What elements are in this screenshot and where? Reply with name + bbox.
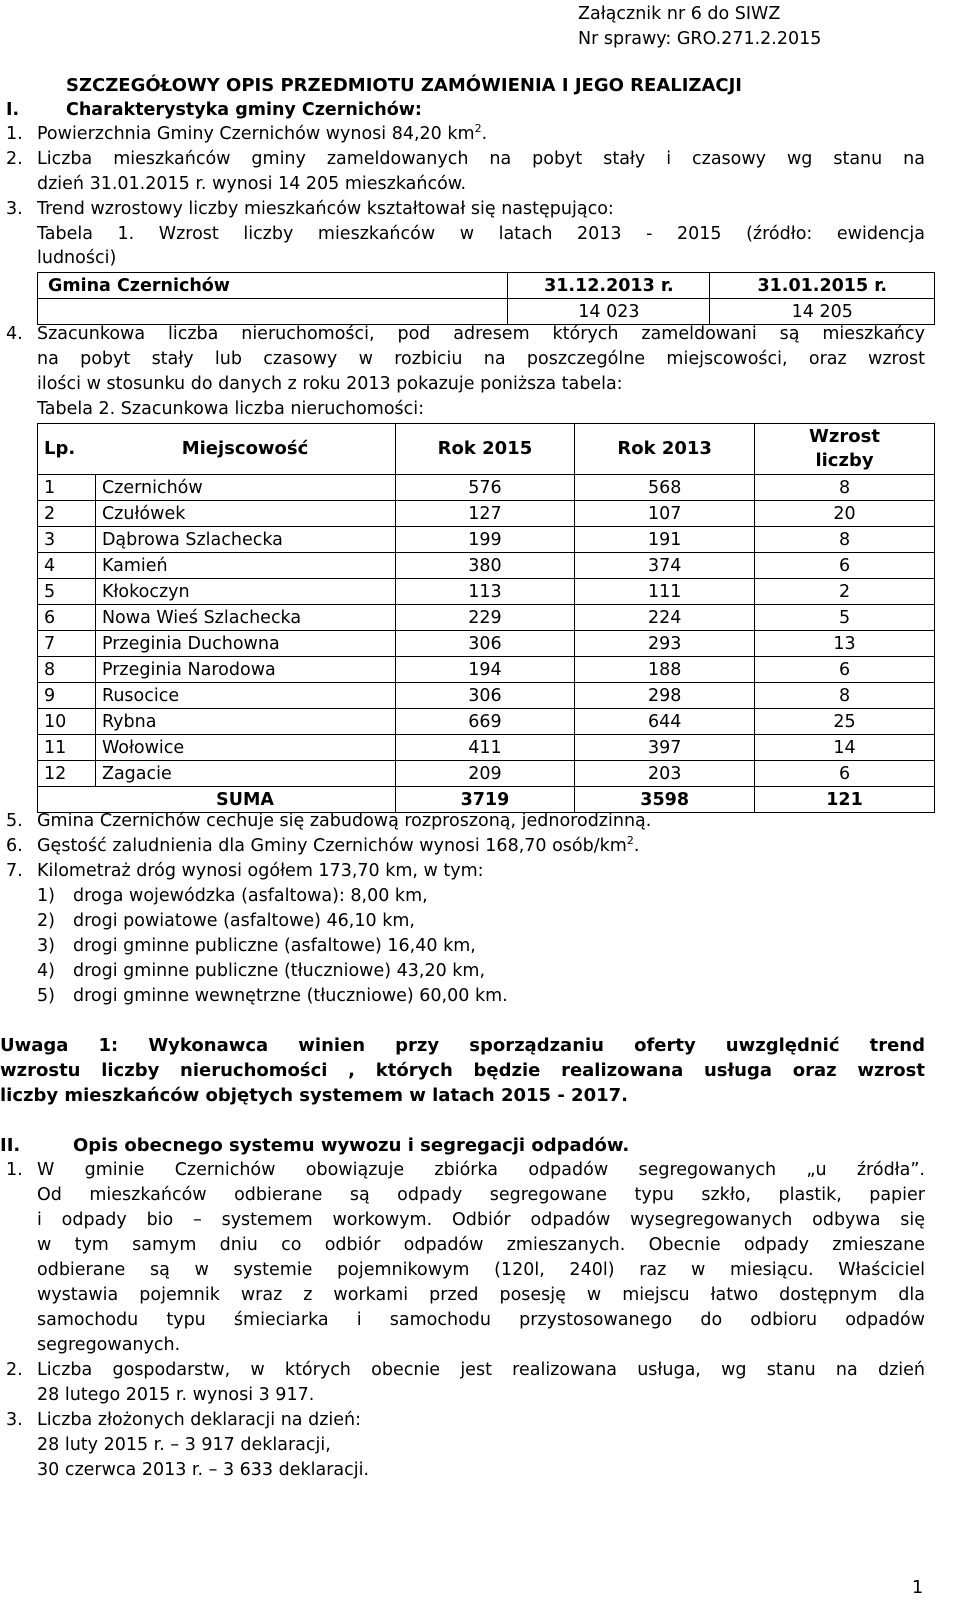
table-row	[38, 761, 935, 787]
note-line-3: liczby mieszkańców objętych systemem w latach 2015 - 2017.	[0, 1085, 628, 1106]
row-2015: 411	[395, 735, 575, 761]
page-number: 1	[912, 1578, 924, 1598]
row-lp: 8	[38, 657, 96, 683]
road-item-text: drogi gminne publiczne (asfaltowe) 16,40 km,	[73, 936, 476, 956]
table-1-caption-line-2: ludności)	[37, 248, 117, 268]
table-row	[38, 299, 935, 325]
table-row	[38, 501, 935, 527]
road-item-number: 5)	[37, 986, 55, 1006]
row-locality: Wołowice	[95, 735, 395, 761]
s2-point-1-line: i odpady bio – systemem workowym. Odbiór odpadów wysegregowanych odbywa się	[37, 1210, 925, 1230]
row-2013: 568	[575, 475, 755, 501]
point-7-text: Kilometraż dróg wynosi ogółem 173,70 km, w tym:	[37, 861, 484, 881]
header-growth: Wzrost liczby	[755, 424, 935, 475]
row-growth: 20	[755, 501, 935, 527]
table-row	[38, 475, 935, 501]
s2-point-1-line: samochodu typu śmieciarka i samochodu przystosowanego do odbioru odpadów	[37, 1310, 925, 1330]
sum-growth: 121	[755, 787, 935, 813]
row-locality: Nowa Wieś Szlachecka	[95, 605, 395, 631]
row-2015: 194	[395, 657, 575, 683]
row-2013: 107	[575, 501, 755, 527]
row-growth: 8	[755, 475, 935, 501]
row-2015: 669	[395, 709, 575, 735]
row-2015: 229	[395, 605, 575, 631]
table-row	[38, 683, 935, 709]
table-cell	[38, 299, 508, 325]
road-item-text: drogi gminne wewnętrzne (tłuczniowe) 60,00 km.	[73, 986, 508, 1006]
s2-point-2-number: 2.	[6, 1360, 23, 1380]
point-4-number: 4.	[6, 324, 23, 344]
note-line-1: Uwaga 1: Wykonawca winien przy sporządzaniu oferty uwzględnić trend	[0, 1035, 925, 1056]
row-lp: 4	[38, 553, 96, 579]
attachment-label: Załącznik nr 6 do SIWZ	[578, 4, 781, 24]
s2-point-3-number: 3.	[6, 1410, 23, 1430]
row-locality: Dąbrowa Szlachecka	[95, 527, 395, 553]
header-year-2013: Rok 2013	[575, 424, 755, 475]
properties-table	[37, 423, 935, 813]
point-3-text: Trend wzrostowy liczby mieszkańców kształtował się następująco:	[37, 199, 614, 219]
road-item-text: drogi powiatowe (asfaltowe) 46,10 km,	[73, 911, 415, 931]
row-2013: 397	[575, 735, 755, 761]
table-row	[38, 631, 935, 657]
point-6-number: 6.	[6, 836, 23, 856]
s2-point-2-line-2: 28 lutego 2015 r. wynosi 3 917.	[37, 1385, 315, 1405]
s2-point-3-line-1: Liczba złożonych deklaracji na dzień:	[37, 1410, 362, 1430]
table-row	[38, 709, 935, 735]
row-locality: Zagacie	[95, 761, 395, 787]
row-growth: 8	[755, 683, 935, 709]
row-lp: 2	[38, 501, 96, 527]
row-2013: 191	[575, 527, 755, 553]
s2-point-1-line: Od mieszkańców odbierane są odpady segregowane typu szkło, plastik, papier	[37, 1185, 925, 1205]
row-locality: Rybna	[95, 709, 395, 735]
row-2015: 209	[395, 761, 575, 787]
row-growth: 6	[755, 553, 935, 579]
table-cell: 14 205	[710, 299, 935, 325]
point-6-superscript: 2	[626, 834, 634, 848]
note-line-2: wzrostu liczby nieruchomości , których będzie realizowana usługa oraz wzrost	[0, 1060, 925, 1081]
table-header-cell: 31.01.2015 r.	[710, 273, 935, 299]
row-lp: 10	[38, 709, 96, 735]
point-5-number: 5.	[6, 811, 23, 831]
point-7-number: 7.	[6, 861, 23, 881]
row-locality: Czułówek	[95, 501, 395, 527]
row-growth: 8	[755, 527, 935, 553]
point-1-body: Powierzchnia Gminy Czernichów wynosi 84,20 km	[37, 124, 475, 144]
table-header-cell: Gmina Czernichów	[38, 273, 508, 299]
point-1-number: 1.	[6, 124, 23, 144]
table-1-caption-line-1: Tabela 1. Wzrost liczby mieszkańców w latach 2013 - 2015 (źródło: ewidencja	[37, 224, 925, 244]
row-lp: 3	[38, 527, 96, 553]
row-2015: 306	[395, 631, 575, 657]
row-growth: 6	[755, 657, 935, 683]
s2-point-1-line: W gminie Czernichów obowiązuje zbiórka odpadów segregowanych „u źródła”.	[37, 1160, 925, 1180]
document-title: SZCZEGÓŁOWY OPIS PRZEDMIOTU ZAMÓWIENIA I JEGO REALIZACJI	[66, 75, 743, 96]
road-item-number: 2)	[37, 911, 55, 931]
table-header-row	[38, 424, 935, 475]
row-2013: 203	[575, 761, 755, 787]
row-growth: 2	[755, 579, 935, 605]
sum-2015: 3719	[395, 787, 575, 813]
case-number: Nr sprawy: GRO.271.2.2015	[578, 29, 822, 49]
row-locality: Kłokoczyn	[95, 579, 395, 605]
table-row	[38, 657, 935, 683]
table-row	[38, 527, 935, 553]
point-2-line-2: dzień 31.01.2015 r. wynosi 14 205 mieszkańców.	[37, 174, 467, 194]
table-row	[38, 553, 935, 579]
row-locality: Rusocice	[95, 683, 395, 709]
table-row	[38, 735, 935, 761]
point-4-line-1: Szacunkowa liczba nieruchomości, pod adresem których zameldowani są mieszkańcy	[37, 324, 925, 344]
header-year-2015: Rok 2015	[395, 424, 575, 475]
s2-point-1-line: w tym samym dniu co odbiór odpadów zmieszanych. Obecnie odpady zmieszane	[37, 1235, 925, 1255]
row-locality: Kamień	[95, 553, 395, 579]
point-1-text	[37, 122, 487, 147]
s2-point-1-number: 1.	[6, 1160, 23, 1180]
s2-point-2-line-1: Liczba gospodarstw, w których obecnie jest realizowana usługa, wg stanu na dzień	[37, 1360, 925, 1380]
point-6-text	[37, 834, 639, 859]
header-lp: Lp.	[38, 424, 96, 475]
row-locality: Przeginia Duchowna	[95, 631, 395, 657]
row-2013: 224	[575, 605, 755, 631]
point-2-line-1: Liczba mieszkańców gminy zameldowanych na pobyt stały i czasowy wg stanu na	[37, 149, 925, 169]
header-locality: Miejscowość	[95, 424, 395, 475]
section-1-heading: Charakterystyka gminy Czernichów:	[66, 100, 422, 120]
row-growth: 5	[755, 605, 935, 631]
sum-2013: 3598	[575, 787, 755, 813]
row-growth: 25	[755, 709, 935, 735]
point-5-text: Gmina Czernichów cechuje się zabudową rozproszoną, jednorodzinną.	[37, 811, 652, 831]
section-2-heading: Opis obecnego systemu wywozu i segregacji odpadów.	[73, 1135, 630, 1156]
point-2-number: 2.	[6, 149, 23, 169]
point-4-line-3: ilości w stosunku do danych z roku 2013 pokazuje poniższa tabela:	[37, 374, 623, 394]
row-2013: 111	[575, 579, 755, 605]
row-lp: 5	[38, 579, 96, 605]
row-2013: 298	[575, 683, 755, 709]
s2-point-1-line: odbierane są w systemie pojemnikowym (120l, 240l) raz w miesiącu. Właściciel	[37, 1260, 925, 1280]
table-row	[38, 579, 935, 605]
section-1-number: I.	[6, 100, 20, 120]
table-2-caption: Tabela 2. Szacunkowa liczba nieruchomości:	[37, 399, 425, 419]
row-2015: 127	[395, 501, 575, 527]
row-lp: 7	[38, 631, 96, 657]
point-6-end: .	[633, 836, 640, 856]
s2-point-1-line: wystawia pojemnik wraz z workami przed posesję w miejscu łatwo dostępnym dla	[37, 1285, 925, 1305]
row-locality: Przeginia Narodowa	[95, 657, 395, 683]
row-locality: Czernichów	[95, 475, 395, 501]
point-3-number: 3.	[6, 199, 23, 219]
sum-label: SUMA	[95, 787, 395, 813]
row-2015: 576	[395, 475, 575, 501]
row-2015: 199	[395, 527, 575, 553]
road-item-number: 1)	[37, 886, 55, 906]
s2-point-3-line-3: 30 czerwca 2013 r. – 3 633 deklaracji.	[37, 1460, 370, 1480]
road-item-number: 4)	[37, 961, 55, 981]
row-growth: 6	[755, 761, 935, 787]
road-item-text: droga wojewódzka (asfaltowa): 8,00 km,	[73, 886, 428, 906]
row-lp: 9	[38, 683, 96, 709]
row-2013: 644	[575, 709, 755, 735]
row-growth: 13	[755, 631, 935, 657]
s2-point-1-line: segregowanych.	[37, 1335, 181, 1355]
table-row	[38, 605, 935, 631]
row-2013: 293	[575, 631, 755, 657]
row-2015: 113	[395, 579, 575, 605]
row-2015: 306	[395, 683, 575, 709]
point-4-line-2: na pobyt stały lub czasowy w rozbiciu na poszczególne miejscowości, oraz wzrost	[37, 349, 925, 369]
row-lp: 12	[38, 761, 96, 787]
row-2015: 380	[395, 553, 575, 579]
point-1-end: .	[481, 124, 488, 144]
row-2013: 374	[575, 553, 755, 579]
road-item-number: 3)	[37, 936, 55, 956]
row-lp: 11	[38, 735, 96, 761]
row-2013: 188	[575, 657, 755, 683]
row-lp: 1	[38, 475, 96, 501]
population-table	[37, 272, 935, 325]
table-header-cell: 31.12.2013 r.	[508, 273, 710, 299]
point-6-body: Gęstość zaludnienia dla Gminy Czernichów wynosi 168,70 osób/km	[37, 836, 627, 856]
section-2-number: II.	[0, 1135, 21, 1156]
table-cell: 14 023	[508, 299, 710, 325]
row-lp: 6	[38, 605, 96, 631]
point-1-superscript: 2	[474, 122, 482, 136]
row-growth: 14	[755, 735, 935, 761]
s2-point-3-line-2: 28 luty 2015 r. – 3 917 deklaracji,	[37, 1435, 331, 1455]
properties-table-body	[38, 475, 935, 787]
table-row	[38, 273, 935, 299]
road-item-text: drogi gminne publiczne (tłuczniowe) 43,20 km,	[73, 961, 486, 981]
